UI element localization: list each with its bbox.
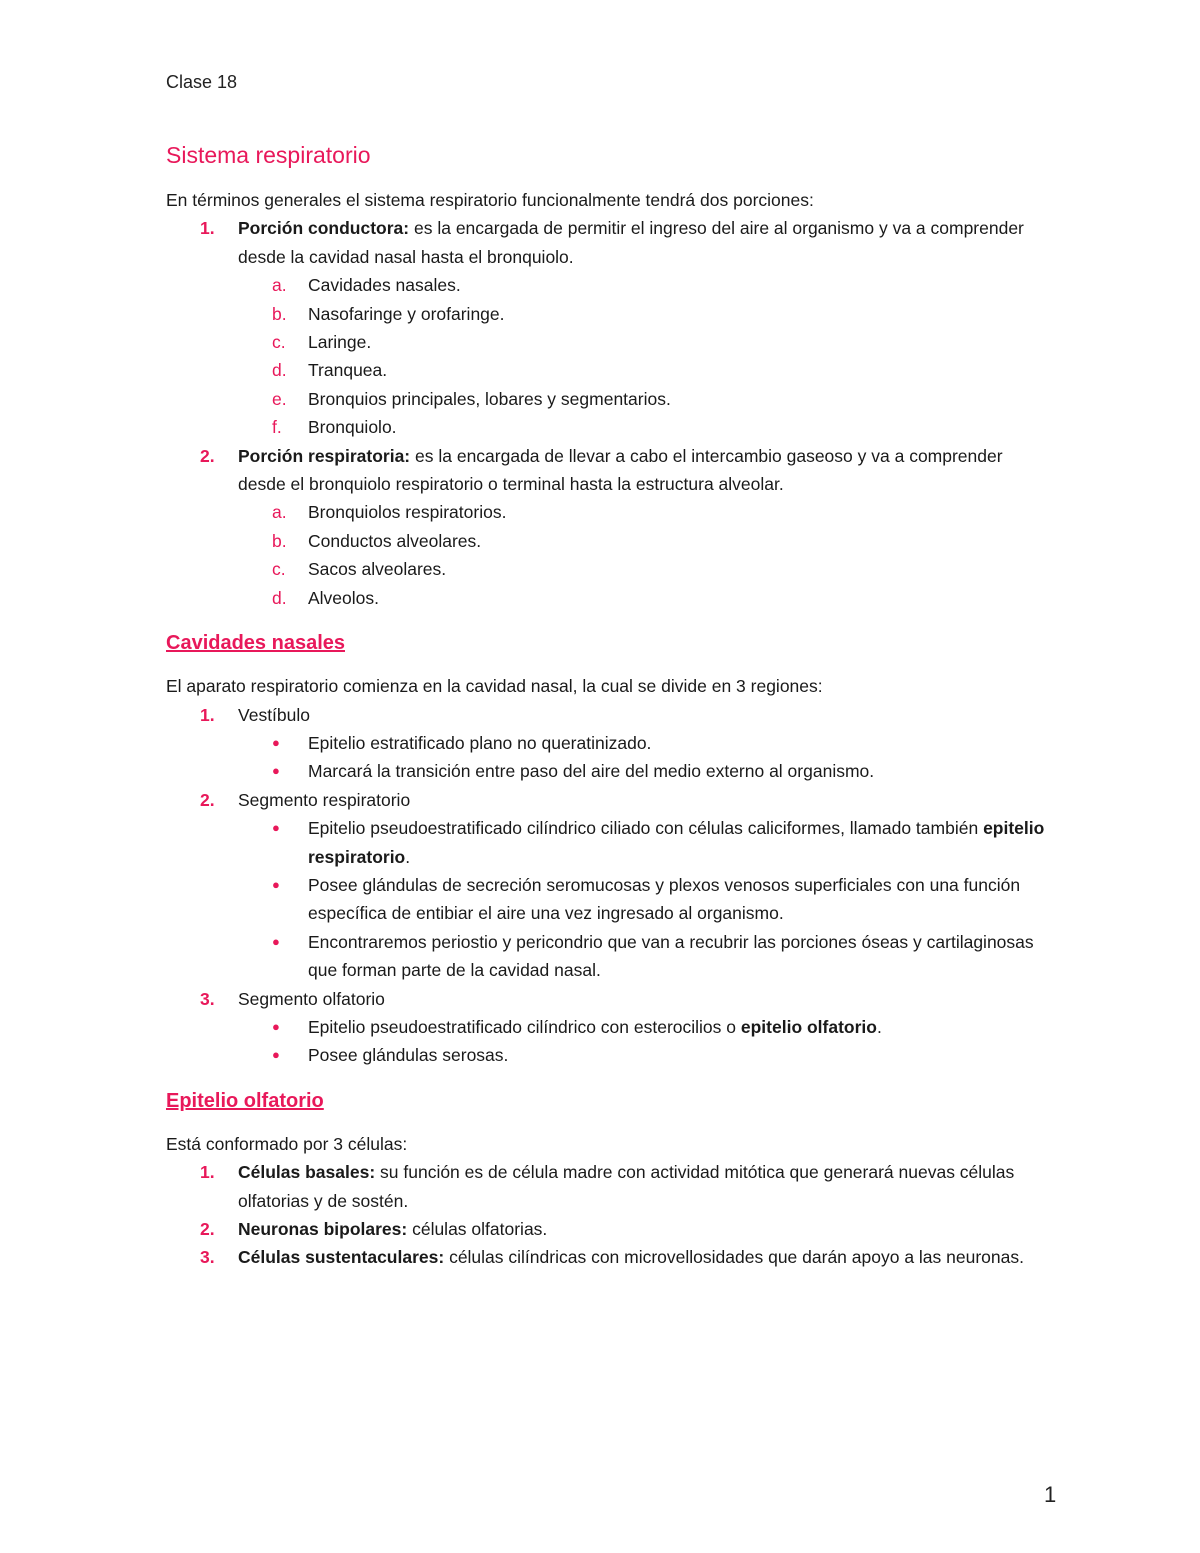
bullet-bold-term: epitelio olfatorio: [740, 1016, 877, 1037]
sub-list-item: [166, 328, 1046, 356]
document-title: Sistema respiratorio: [166, 142, 371, 168]
list-letter: e.: [272, 388, 287, 409]
portion-text: es la encargada de llevar a cabo el intercambio gaseoso y va a comprender desde el bronquiolo respiratorio o terminal hasta la estructura alveolar.: [238, 445, 1003, 495]
sub-item-text: Tranquea.: [308, 360, 388, 381]
bullet-item: [166, 1041, 1046, 1069]
list-number: 2.: [200, 1219, 215, 1239]
nasal-intro: El aparato respiratorio comienza en la cavidad nasal, la cual se divide en 3 regiones:: [166, 676, 823, 697]
sub-item-text: Conductos alveolares.: [308, 530, 482, 551]
bullet-icon: ●: [272, 1018, 280, 1034]
sub-list-item: [166, 498, 1046, 526]
cell-term: Células basales:: [238, 1162, 376, 1183]
list-letter: a.: [272, 502, 287, 523]
bullet-item: [166, 871, 1046, 928]
bullet-icon: ●: [272, 876, 280, 892]
page-header: Clase 18: [166, 72, 238, 92]
list-letter: d.: [272, 360, 287, 381]
intro-paragraph: En términos generales el sistema respiratorio funcionalmente tendrá dos porciones:: [166, 190, 814, 210]
cell-text: células cilíndricas con microvellosidades que darán apoyo a las neuronas.: [444, 1247, 1024, 1268]
bullet-text: Epitelio pseudoestratificado cilíndrico ciliado con células caliciformes, llamado también: [308, 818, 984, 839]
cell-term: Células sustentaculares:: [238, 1247, 445, 1268]
sub-item-text: Laringe.: [308, 332, 372, 353]
bullet-text: Marcará la transición entre paso del aire del medio externo al organismo.: [308, 761, 875, 782]
sub-list-item: [166, 584, 1046, 612]
document-body: [166, 138, 1046, 1272]
list-letter: c.: [272, 332, 286, 353]
region-label: Segmento respiratorio: [238, 789, 411, 810]
list-number: 1.: [200, 218, 215, 239]
sub-list-item: [166, 271, 1046, 299]
bullet-item: [166, 757, 1046, 785]
bullet-icon: ●: [272, 763, 280, 779]
bullet-text: Epitelio estratificado plano no queratinizado.: [308, 732, 652, 753]
cell-item: [166, 1158, 1046, 1215]
bullet-item: [166, 928, 1046, 985]
list-number: 2.: [200, 789, 215, 810]
list-letter: b.: [272, 303, 287, 324]
sub-item-text: Bronquiolo.: [308, 417, 397, 438]
list-number: 2.: [200, 445, 215, 466]
region-label: Segmento olfatorio: [238, 988, 385, 1009]
sub-list-item: [166, 385, 1046, 413]
section-heading-nasal: Cavidades nasales: [166, 632, 345, 655]
bullet-icon: ●: [272, 933, 280, 949]
bullet-text: Encontraremos periostio y pericondrio que van a recubrir las porciones óseas y cartilaginosas que forman parte de la cavidad nasal.: [308, 931, 1034, 981]
portion-item: [166, 442, 1046, 499]
bullet-text-end: .: [877, 1016, 882, 1037]
portion-text: es la encargada de permitir el ingreso del aire al organismo y va a comprender desde la cavidad nasal hasta el bronquiolo.: [238, 218, 1024, 267]
list-letter: c.: [272, 559, 286, 580]
region-item: [166, 701, 1046, 729]
list-letter: b.: [272, 530, 287, 551]
sub-item-text: Bronquios principales, lobares y segmentarios.: [308, 388, 671, 409]
sub-list-item: [166, 413, 1046, 441]
region-item: [166, 786, 1046, 814]
portion-item: [166, 214, 1046, 271]
bullet-icon: ●: [272, 820, 280, 836]
bullet-text: Posee glándulas de secreción seromucosas y plexos venosos superficiales con una función específica de entibiar el aire una vez ingresado al organismo.: [308, 874, 1021, 924]
bullet-icon: ●: [272, 734, 280, 750]
sub-item-text: Bronquiolos respiratorios.: [308, 502, 507, 523]
olfactory-intro: Está conformado por 3 células:: [166, 1133, 408, 1154]
bullet-text-end: .: [405, 846, 411, 867]
cell-text: su función es de célula madre con actividad mitótica que generará nuevas células olfatorias y de sostén.: [238, 1162, 1015, 1211]
cell-term: Neuronas bipolares:: [238, 1219, 408, 1239]
list-letter: f.: [272, 417, 282, 438]
sub-list-item: [166, 555, 1046, 583]
portion-term: Porción respiratoria:: [238, 445, 411, 466]
cell-item: [166, 1243, 1046, 1271]
cell-item: [166, 1215, 1046, 1243]
list-number: 1.: [200, 1162, 215, 1183]
bullet-item: [166, 729, 1046, 757]
sub-item-text: Cavidades nasales.: [308, 275, 461, 296]
page-number: 1: [1044, 1482, 1057, 1507]
bullet-icon: ●: [272, 1047, 280, 1063]
cell-text: células olfatorias.: [407, 1219, 548, 1239]
list-letter: a.: [272, 275, 287, 296]
bullet-text: Posee glándulas serosas.: [308, 1045, 509, 1066]
sub-item-text: Alveolos.: [308, 587, 380, 608]
sub-list-item: [166, 300, 1046, 328]
sub-list-item: [166, 527, 1046, 555]
sub-list-item: [166, 356, 1046, 384]
sub-item-text: Sacos alveolares.: [308, 559, 447, 580]
bullet-bold-term: epitelio respiratorio: [308, 818, 1045, 867]
list-number: 1.: [200, 704, 215, 725]
portion-term: Porción conductora:: [238, 218, 410, 239]
bullet-text: Epitelio pseudoestratificado cilíndrico con esterocilios o: [308, 1016, 741, 1037]
list-number: 3.: [200, 1247, 215, 1268]
region-item: [166, 985, 1046, 1013]
region-label: Vestíbulo: [238, 704, 310, 725]
section-heading-olfactory: Epitelio olfatorio: [166, 1089, 324, 1112]
bullet-item: [166, 814, 1046, 871]
list-number: 3.: [200, 988, 215, 1009]
sub-item-text: Nasofaringe y orofaringe.: [308, 303, 505, 324]
bullet-item: [166, 1013, 1046, 1041]
list-letter: d.: [272, 587, 287, 608]
